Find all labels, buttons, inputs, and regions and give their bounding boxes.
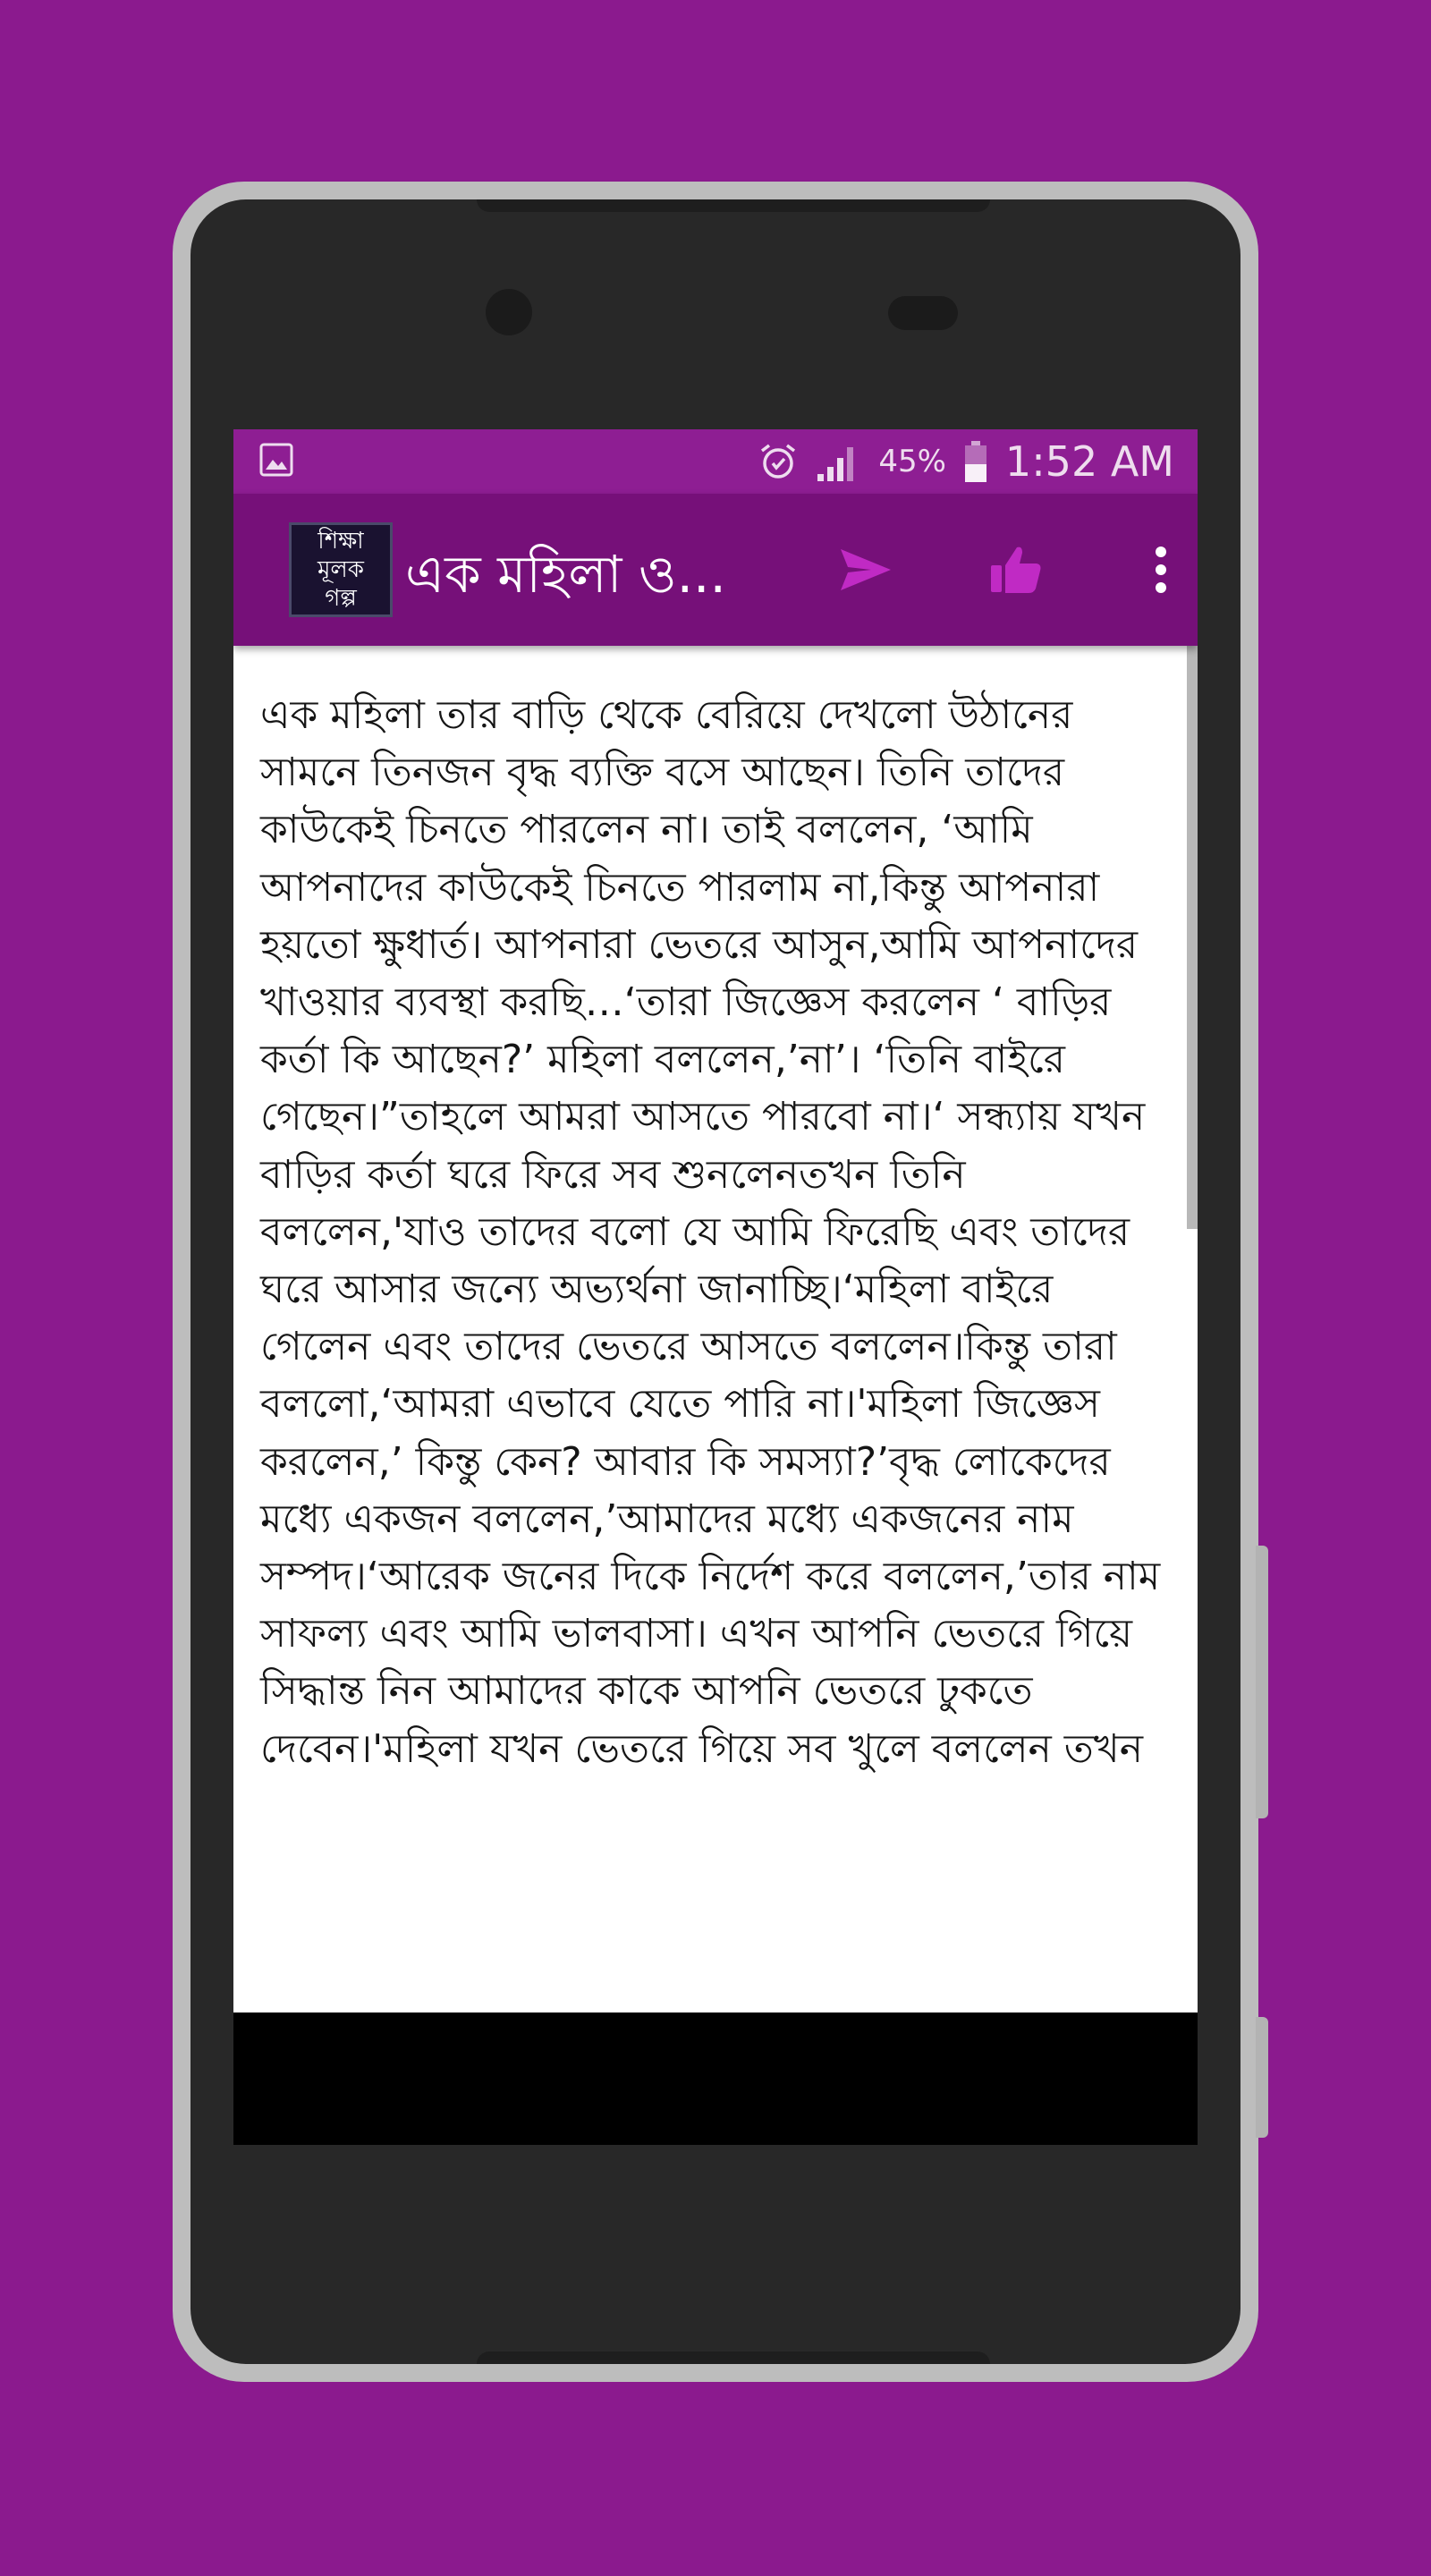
- phone-top-grille: [477, 199, 990, 212]
- status-bar: [233, 429, 1198, 494]
- alarm-icon: [757, 440, 800, 483]
- status-right-group: [757, 429, 1174, 494]
- status-time: 1:52 AM: [1004, 437, 1174, 486]
- app-logo-text-line2: গল্প: [325, 585, 357, 612]
- gallery-notification-icon: [258, 442, 294, 478]
- app-logo: [289, 522, 393, 617]
- share-button[interactable]: [834, 538, 897, 601]
- earpiece-speaker: [888, 296, 958, 330]
- overflow-menu-button[interactable]: [1130, 538, 1192, 601]
- like-button[interactable]: [985, 538, 1047, 601]
- page-title: এক মহিলা ও...: [405, 544, 726, 605]
- send-icon: [837, 546, 894, 594]
- front-camera: [486, 289, 532, 335]
- story-text: এক মহিলা তার বাড়ি থেকে বেরিয়ে দেখলো উঠানের সামনে তিনজন বৃদ্ধ ব্যক্তি বসে আছেন। তিনি তাদের কাউকেই চিনতে পারলেন না। তাই বললেন, ‘আমি আপনাদের কাউকেই চিনতে পারলাম না,কিন্তু আপনারা হয়তো ক্ষুধার্ত। আপনারা ভেতরে আসুন,আমি আপনাদের খাওয়ার ব্যবস্থা করছি…‘তারা জিজ্ঞেস করলেন ‘ বাড়ির কর্তা কি আছেন?’ মহিলা বললেন,’না’। ‘তিনি বাইরে গেছেন।”তাহলে আমরা আসতে পারবো না।‘ সন্ধ্যায় যখন বাড়ির কর্তা ঘরে ফিরে সব শুনলেনতখন তিনি বললেন,'যাও তাদের বলো যে আমি ফিরেছি এবং তাদের ঘরে আসার জন্যে অভ্যর্থনা জানাচ্ছি।‘মহিলা বাইরে গেলেন এবং তাদের ভেতরে আসতে বললেন।কিন্তু তারা বললো,‘আমরা এভাবে যেতে পারি না।'মহিলা জিজ্ঞেস করলেন,’ কিন্তু কেন? আবার কি সমস্যা?’বৃদ্ধ লোকেদের মধ্যে একজন বললেন,’আমাদের মধ্যে একজনের নাম সম্পদ।‘আরেক জনের দিকে নির্দেশ করে বললেন,’তার নাম সাফল্য এবং আমি ভালবাসা। এখন আপনি ভেতরে গিয়ে সিদ্ধান্ত নিন আমাদের কাকে আপনি ভেতরে ঢুকতে দেবেন।'মহিলা যখন ভেতরে গিয়ে সব খুলে বললেন তখন: [260, 692, 1161, 1772]
- scrollbar[interactable]: [1187, 646, 1198, 1229]
- phone-side-button-power: [1256, 2017, 1268, 2138]
- thumbs-up-icon: [988, 544, 1044, 596]
- phone-side-button-volume: [1256, 1546, 1268, 1818]
- phone-screen: [233, 429, 1198, 2145]
- battery-percent: 45%: [878, 444, 946, 479]
- phone-bottom-grille: [477, 2351, 990, 2364]
- signal-icon: [816, 440, 862, 483]
- navigation-bar: [233, 2012, 1198, 2145]
- battery-icon: [962, 439, 989, 484]
- app-logo-text-line1: শিক্ষা মূলক: [318, 528, 364, 583]
- more-vert-icon: [1152, 545, 1170, 595]
- app-bar: [233, 494, 1198, 646]
